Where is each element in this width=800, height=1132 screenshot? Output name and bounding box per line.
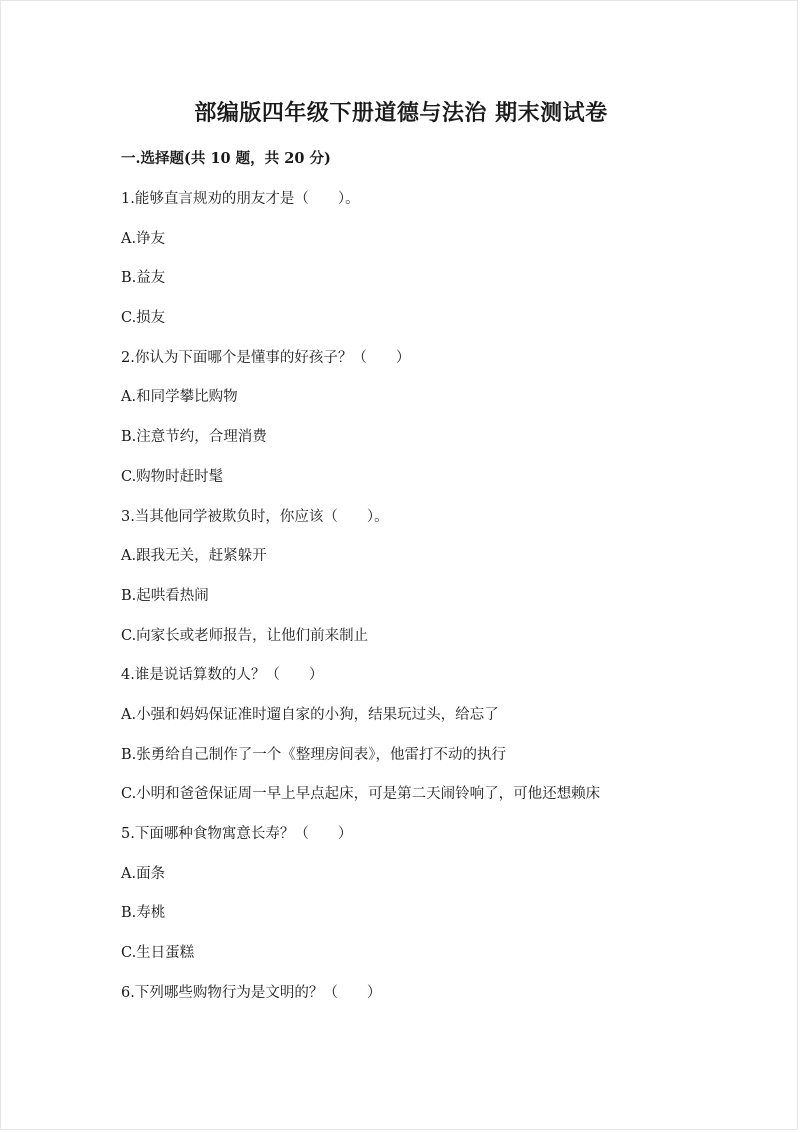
answer-option: C.购物时赶时髦 (121, 468, 224, 485)
answer-option: A.小强和妈妈保证准时遛自家的小狗，结果玩过头，给忘了 (121, 706, 499, 723)
answer-option: B.益友 (121, 270, 166, 287)
question-stem: 2.你认为下面哪个是懂事的好孩子？（ ） (121, 349, 411, 366)
answer-option: B.起哄看热闹 (121, 587, 209, 604)
answer-option: C.生日蛋糕 (121, 945, 195, 962)
answer-option: B.张勇给自己制作了一个《整理房间表》，他雷打不动的执行 (121, 746, 507, 763)
answer-option: B.寿桃 (121, 905, 166, 922)
answer-option: C.向家长或老师报告，让他们前来制止 (121, 627, 369, 644)
question-stem: 3.当其他同学被欺负时，你应该（ ）。 (121, 508, 389, 525)
question-stem: 6.下列哪些购物行为是文明的？（ ） (121, 984, 382, 1001)
answer-option: A.诤友 (121, 230, 166, 247)
question-stem: 1.能够直言规劝的朋友才是（ ）。 (121, 191, 360, 207)
answer-option: C.小明和爸爸保证周一早上早点起床，可是第二天闹铃响了，可他还想赖床 (121, 786, 601, 803)
answer-option: C.损友 (121, 310, 166, 327)
document-title: 部编版四年级下册道德与法治 期末测试卷 (194, 100, 608, 126)
question-list (121, 188, 721, 1021)
answer-option: A.跟我无关，赶紧躲开 (121, 548, 267, 565)
question-stem: 5.下面哪种食物寓意长寿？（ ） (121, 826, 353, 842)
question-stem: 4.谁是说话算数的人？（ ） (121, 667, 324, 684)
answer-option: A.面条 (121, 865, 166, 882)
answer-option: B.注意节约，合理消费 (121, 429, 267, 446)
answer-option: A.和同学攀比购物 (121, 389, 238, 406)
section-heading: 一.选择题(共 10 题，共 20 分) (121, 150, 331, 167)
